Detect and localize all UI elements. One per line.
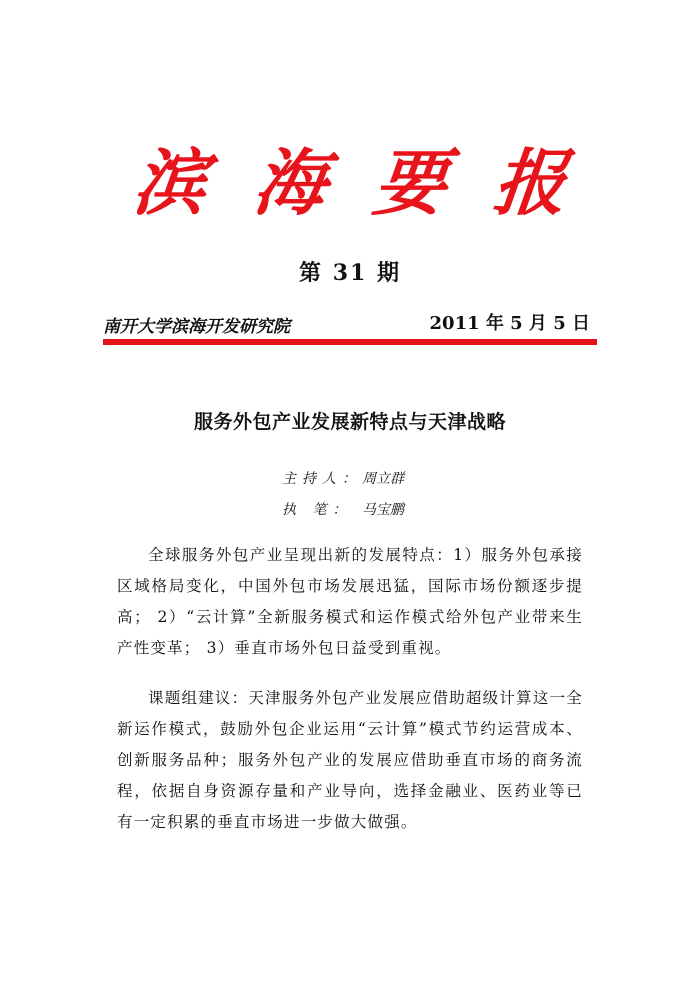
writer-credit bbox=[282, 499, 404, 519]
article-title: 服务外包产业发展新特点与天津战略 bbox=[193, 411, 506, 433]
recommendation-paragraph: 课题组建议：天津服务外包产业发展应借助超级计算这一全新运作模式，鼓励外包企业运用“云计算”模式节约运营成本、创新服务品种；服务外包产业的发展应借助垂直市场的商务流程，依据自身资源存量和产业导向，选择金融业、医药业等已有一定积累的垂直市场进一步做大做强。 bbox=[117, 689, 583, 831]
summary-paragraph: 全球服务外包产业呈现出新的发展特点：1）服务外包承接区域格局变化，中国外包市场发展迅猛，国际市场份额逐步提高； 2）“云计算”全新服务模式和运作模式给外包产业带来生产性变革； 3）垂直市场外包日益受到重视。 bbox=[117, 546, 583, 657]
header-divider bbox=[103, 339, 597, 345]
masthead-char: 报 bbox=[489, 140, 571, 225]
issue-number: 第 31 期 bbox=[299, 260, 401, 286]
host-name: 周立群 bbox=[362, 471, 404, 487]
masthead-char: 滨 bbox=[129, 140, 211, 225]
host-label: 主持人： bbox=[282, 471, 362, 487]
publisher-name: 南开大学滨海开发研究院 bbox=[103, 317, 290, 337]
host-credit bbox=[282, 468, 404, 488]
masthead-char: 海 bbox=[249, 140, 331, 225]
writer-label: 执 笔： bbox=[282, 502, 353, 518]
writer-name: 马宝鹏 bbox=[362, 502, 404, 518]
publication-date: 2011 年 5 月 5 日 bbox=[429, 313, 590, 334]
masthead-char: 要 bbox=[369, 140, 451, 225]
masthead-title bbox=[0, 138, 700, 228]
